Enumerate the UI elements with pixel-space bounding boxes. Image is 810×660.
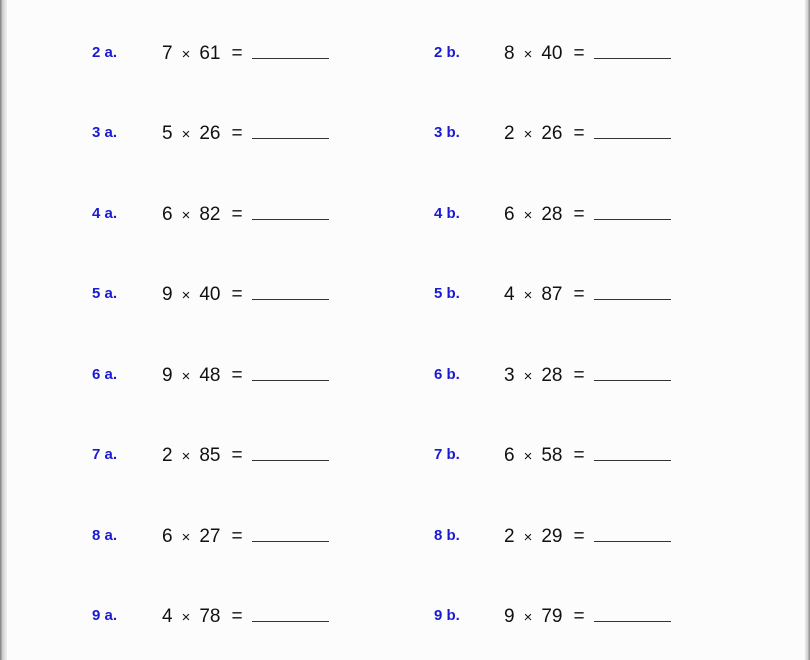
multiply-sign: × — [523, 529, 533, 546]
equals-sign: = — [573, 43, 585, 64]
factor-a: 9 — [162, 365, 173, 386]
page-edge-left — [0, 0, 7, 660]
problem-item — [434, 445, 774, 475]
multiply-sign: × — [523, 609, 533, 626]
equals-sign: = — [573, 204, 585, 225]
problem-expression — [162, 606, 329, 629]
problem-expression — [504, 526, 671, 549]
problem-grid — [7, 0, 805, 660]
problem-item — [92, 526, 432, 556]
problem-item — [434, 43, 774, 73]
factor-b: 29 — [541, 526, 563, 547]
factor-b: 61 — [199, 43, 221, 64]
factor-a: 3 — [504, 365, 515, 386]
answer-blank[interactable] — [594, 44, 671, 59]
problem-number: 4 a. — [92, 205, 118, 222]
problem-item — [434, 365, 774, 395]
multiply-sign: × — [181, 126, 191, 143]
problem-expression — [504, 445, 671, 468]
answer-blank[interactable] — [594, 205, 671, 220]
factor-b: 27 — [199, 526, 221, 547]
factor-b: 40 — [541, 43, 563, 64]
problem-expression — [162, 526, 329, 549]
factor-b: 26 — [199, 123, 221, 144]
answer-blank[interactable] — [594, 285, 671, 300]
factor-b: 58 — [541, 445, 563, 466]
factor-b: 79 — [541, 606, 563, 627]
answer-blank[interactable] — [252, 527, 329, 542]
scrollbar-edge[interactable] — [805, 0, 810, 660]
problem-item — [434, 204, 774, 234]
problem-number: 4 b. — [434, 205, 460, 222]
answer-blank[interactable] — [594, 446, 671, 461]
factor-a: 6 — [504, 204, 515, 225]
multiply-sign: × — [523, 126, 533, 143]
factor-a: 4 — [162, 606, 173, 627]
factor-a: 7 — [162, 43, 173, 64]
problem-item — [92, 204, 432, 234]
factor-b: 78 — [199, 606, 221, 627]
problem-item — [92, 365, 432, 395]
factor-a: 9 — [162, 284, 173, 305]
multiply-sign: × — [181, 368, 191, 385]
problem-number: 7 a. — [92, 446, 118, 463]
factor-b: 26 — [541, 123, 563, 144]
multiply-sign: × — [181, 46, 191, 63]
problem-number: 2 a. — [92, 44, 118, 61]
problem-number: 3 a. — [92, 124, 118, 141]
factor-b: 85 — [199, 445, 221, 466]
answer-blank[interactable] — [594, 607, 671, 622]
factor-b: 87 — [541, 284, 563, 305]
answer-blank[interactable] — [252, 366, 329, 381]
problem-number: 8 a. — [92, 527, 118, 544]
problem-number: 5 b. — [434, 285, 460, 302]
answer-blank[interactable] — [594, 124, 671, 139]
factor-a: 6 — [162, 526, 173, 547]
problem-item — [434, 526, 774, 556]
problem-expression — [504, 365, 671, 388]
problem-expression — [162, 204, 329, 227]
equals-sign: = — [573, 123, 585, 144]
problem-number: 9 b. — [434, 607, 460, 624]
problem-number: 5 a. — [92, 285, 118, 302]
multiply-sign: × — [181, 529, 191, 546]
multiply-sign: × — [181, 287, 191, 304]
problem-number: 2 b. — [434, 44, 460, 61]
problem-expression — [504, 43, 671, 66]
answer-blank[interactable] — [594, 366, 671, 381]
equals-sign: = — [231, 123, 243, 144]
problem-item — [92, 123, 432, 153]
problem-expression — [162, 365, 329, 388]
problem-expression — [162, 445, 329, 468]
answer-blank[interactable] — [252, 285, 329, 300]
problem-item — [92, 284, 432, 314]
multiply-sign: × — [523, 207, 533, 224]
multiply-sign: × — [523, 448, 533, 465]
problem-number: 9 a. — [92, 607, 118, 624]
equals-sign: = — [231, 204, 243, 225]
answer-blank[interactable] — [252, 607, 329, 622]
factor-b: 40 — [199, 284, 221, 305]
factor-a: 8 — [504, 43, 515, 64]
problem-item — [92, 606, 432, 636]
answer-blank[interactable] — [252, 124, 329, 139]
problem-item — [434, 606, 774, 636]
multiply-sign: × — [181, 207, 191, 224]
equals-sign: = — [231, 284, 243, 305]
equals-sign: = — [231, 445, 243, 466]
equals-sign: = — [231, 365, 243, 386]
factor-b: 28 — [541, 365, 563, 386]
problem-expression — [504, 204, 671, 227]
factor-a: 6 — [504, 445, 515, 466]
factor-b: 28 — [541, 204, 563, 225]
multiply-sign: × — [181, 448, 191, 465]
problem-expression — [504, 284, 671, 307]
problem-item — [434, 123, 774, 153]
equals-sign: = — [573, 445, 585, 466]
answer-blank[interactable] — [252, 446, 329, 461]
factor-a: 5 — [162, 123, 173, 144]
problem-number: 6 a. — [92, 366, 118, 383]
problem-number: 8 b. — [434, 527, 460, 544]
answer-blank[interactable] — [594, 527, 671, 542]
multiply-sign: × — [523, 368, 533, 385]
equals-sign: = — [231, 43, 243, 64]
multiply-sign: × — [523, 287, 533, 304]
factor-a: 2 — [504, 526, 515, 547]
problem-expression — [504, 606, 671, 629]
multiply-sign: × — [181, 609, 191, 626]
equals-sign: = — [573, 526, 585, 547]
equals-sign: = — [231, 526, 243, 547]
equals-sign: = — [231, 606, 243, 627]
factor-a: 6 — [162, 204, 173, 225]
factor-b: 82 — [199, 204, 221, 225]
equals-sign: = — [573, 365, 585, 386]
factor-a: 2 — [504, 123, 515, 144]
problem-expression — [504, 123, 671, 146]
factor-a: 2 — [162, 445, 173, 466]
equals-sign: = — [573, 606, 585, 627]
problem-number: 7 b. — [434, 446, 460, 463]
problem-number: 3 b. — [434, 124, 460, 141]
answer-blank[interactable] — [252, 205, 329, 220]
factor-a: 9 — [504, 606, 515, 627]
problem-item — [92, 43, 432, 73]
problem-expression — [162, 284, 329, 307]
problem-item — [92, 445, 432, 475]
worksheet-page — [7, 0, 805, 660]
equals-sign: = — [573, 284, 585, 305]
problem-expression — [162, 123, 329, 146]
factor-a: 4 — [504, 284, 515, 305]
factor-b: 48 — [199, 365, 221, 386]
problem-expression — [162, 43, 329, 66]
multiply-sign: × — [523, 46, 533, 63]
problem-number: 6 b. — [434, 366, 460, 383]
problem-item — [434, 284, 774, 314]
answer-blank[interactable] — [252, 44, 329, 59]
